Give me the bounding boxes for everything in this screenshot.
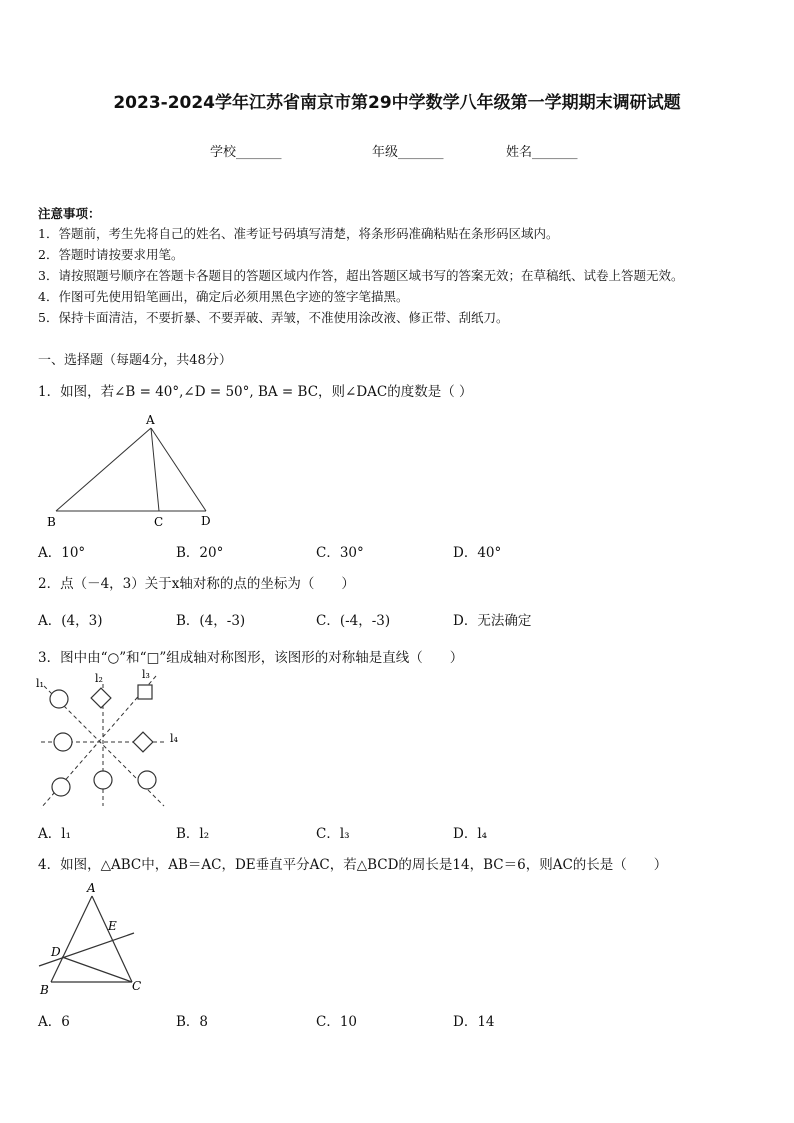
q4-label-c: C	[132, 979, 142, 993]
note-item-2: 2．答题时请按要求用笔。	[38, 247, 184, 262]
q4-figure	[36, 880, 166, 1000]
q1-label-a: A	[146, 413, 155, 427]
q1-label-c: C	[154, 515, 164, 529]
q3-option-d: D．l₄	[453, 826, 488, 842]
section-heading: 一、选择题（每题4分，共48分）	[38, 353, 232, 368]
q2-option-d: D．无法确定	[453, 613, 532, 629]
q3-label-l3: l₃	[142, 668, 150, 681]
q2-option-c: C．(-4，-3)	[316, 613, 391, 629]
question-3-stem: 3．图中由“○”和“□”组成轴对称图形，该图形的对称轴是直线（ ）	[38, 650, 464, 666]
q3-label-l1: l₁	[36, 677, 44, 690]
q3-figure	[36, 668, 186, 812]
q1-figure	[40, 410, 220, 535]
note-item-4: 4．作图可先使用铅笔画出，确定后必须用黑色字迹的签字笔描黑。	[38, 289, 409, 304]
q3-label-l2: l₂	[95, 672, 103, 685]
q1-option-d: D．40°	[453, 545, 502, 561]
q4-option-b: B．8	[176, 1014, 209, 1030]
q4-label-a: A	[87, 881, 96, 895]
notes-heading: 注意事项：	[38, 206, 101, 221]
school-field: 学校_______	[210, 145, 282, 160]
question-4-stem: 4．如图，△ABC中，AB＝AC，DE垂直平分AC，若△BCD的周长是14，BC＝6，则AC的长是（ ）	[38, 857, 668, 873]
q4-option-c: C．10	[316, 1014, 358, 1030]
q3-option-a: A．l₁	[38, 826, 71, 842]
q2-option-a: A．(4，3)	[38, 613, 103, 629]
q1-label-d: D	[201, 514, 211, 528]
q1-option-b: B．20°	[176, 545, 224, 561]
q4-option-d: D．14	[453, 1014, 495, 1030]
grade-field: 年级_______	[372, 145, 444, 160]
note-item-1: 1．答题前，考生先将自己的姓名、准考证号码填写清楚，将条形码准确粘贴在条形码区域内。	[38, 226, 559, 241]
q4-label-e: E	[108, 919, 117, 933]
q4-label-d: D	[51, 945, 61, 959]
note-item-3: 3．请按照题号顺序在答题卡各题目的答题区域内作答，超出答题区域书写的答案无效；在草稿纸、试卷上答题无效。	[38, 268, 684, 283]
q1-label-b: B	[47, 515, 56, 529]
q1-option-c: C．30°	[316, 545, 364, 561]
q4-label-b: B	[40, 983, 49, 997]
question-1-stem: 1．如图，若∠B = 40°,∠D = 50°, BA = BC，则∠DAC的度数是（ ）	[38, 384, 473, 400]
q3-label-l4: l₄	[170, 732, 178, 745]
note-item-5: 5．保持卡面清洁，不要折暴、不要弄破、弄皱，不准使用涂改液、修正带、刮纸刀。	[38, 310, 509, 325]
page-title: 2023-2024学年江苏省南京市第29中学数学八年级第一学期期末调研试题	[113, 93, 681, 113]
q2-option-b: B．(4，-3)	[176, 613, 246, 629]
q3-option-c: C．l₃	[316, 826, 350, 842]
name-field: 姓名_______	[506, 145, 578, 160]
q1-option-a: A．10°	[38, 545, 86, 561]
q3-option-b: B．l₂	[176, 826, 210, 842]
q4-option-a: A．6	[38, 1014, 70, 1030]
question-2-stem: 2．点（－4，3）关于x轴对称的点的坐标为（ ）	[38, 576, 355, 592]
